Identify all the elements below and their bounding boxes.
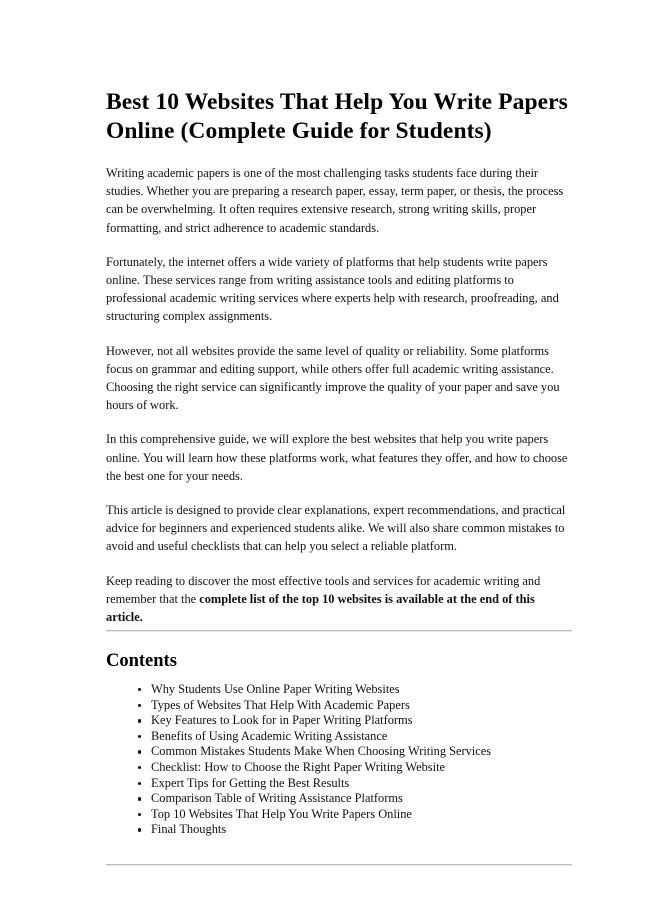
contents-section bbox=[106, 650, 572, 838]
paragraph-4: In this comprehensive guide, we will explore the best websites that help you write papers online. You will learn how these platforms work, what features they offer, and how to choose the best one for your needs. bbox=[106, 432, 568, 483]
bullet-icon bbox=[138, 797, 141, 800]
paragraph-2: Fortunately, the internet offers a wide variety of platforms that help students write papers online. These services range from writing assistance tools and editing platforms to professional academic writing services where experts help with research, proofreading, and structuring complex assignments. bbox=[106, 254, 559, 324]
list-item[interactable] bbox=[138, 698, 572, 714]
divider-below-contents bbox=[106, 864, 572, 866]
list-item[interactable] bbox=[138, 760, 572, 776]
paragraph-closing bbox=[106, 572, 572, 627]
bullet-icon bbox=[138, 813, 141, 816]
list-item[interactable] bbox=[138, 822, 572, 838]
bullet-icon bbox=[138, 704, 141, 707]
bullet-icon bbox=[138, 750, 141, 753]
bullet-icon bbox=[138, 688, 141, 691]
page-title: Best 10 Websites That Help You Write Papers Online (Complete Guide for Students) bbox=[106, 89, 568, 144]
divider-above-contents bbox=[106, 630, 572, 632]
contents-heading: Contents bbox=[106, 651, 177, 671]
toc-item-label: Types of Websites That Help With Academic Papers bbox=[151, 697, 410, 712]
paragraph-1: Writing academic papers is one of the most challenging tasks students face during their studies. Whether you are preparing a research paper, essay, term paper, or thesis, the process can be overwhelming. It often requires extensive research, strong writing skills, proper formatting, and strict adherence to academic standards. bbox=[106, 166, 564, 235]
toc-item-label: Top 10 Websites That Help You Write Papers Online bbox=[151, 806, 412, 821]
toc-item-label: Checklist: How to Choose the Right Paper Writing Website bbox=[151, 759, 446, 774]
article-body bbox=[106, 88, 572, 626]
list-item[interactable] bbox=[138, 776, 572, 792]
list-item[interactable] bbox=[138, 713, 572, 729]
paragraph-5: This article is designed to provide clear explanations, expert recommendations, and practical advice for beginners and experienced students alike. We will also share common mistakes to avoid and useful checklists that can help you select a reliable platform. bbox=[106, 503, 566, 554]
list-item[interactable] bbox=[138, 744, 572, 760]
toc-item-label: Final Thoughts bbox=[151, 822, 227, 837]
list-item[interactable] bbox=[138, 807, 572, 823]
toc-item-label: Key Features to Look for in Paper Writing Platforms bbox=[151, 713, 413, 728]
toc-item-label: Comparison Table of Writing Assistance Platforms bbox=[151, 791, 403, 806]
toc-item-label: Why Students Use Online Paper Writing Websites bbox=[151, 682, 400, 696]
bullet-icon bbox=[138, 828, 141, 831]
toc-item-label: Expert Tips for Getting the Best Results bbox=[151, 775, 350, 790]
list-item[interactable] bbox=[138, 682, 572, 698]
table-of-contents-list bbox=[106, 682, 572, 838]
list-item[interactable] bbox=[138, 791, 572, 807]
toc-item-label: Common Mistakes Students Make When Choosing Writing Services bbox=[151, 744, 492, 759]
bullet-icon bbox=[138, 766, 141, 769]
closing-lead-text: Keep reading to discover the most effective tools and services for academic writing and remember that the bbox=[106, 573, 541, 606]
closing-bold-text: complete list of the top 10 websites is available at the end of this article. bbox=[106, 591, 535, 625]
toc-item-label: Benefits of Using Academic Writing Assistance bbox=[151, 728, 388, 743]
bullet-icon bbox=[138, 735, 141, 738]
bullet-icon bbox=[138, 719, 141, 722]
bullet-icon bbox=[138, 782, 141, 785]
paragraph-3: However, not all websites provide the same level of quality or reliability. Some platforms focus on grammar and editing support, while others offer full academic writing assistance. Choosing the right service can significantly improve the quality of your paper and save you hours of work. bbox=[106, 343, 560, 413]
list-item[interactable] bbox=[138, 729, 572, 745]
